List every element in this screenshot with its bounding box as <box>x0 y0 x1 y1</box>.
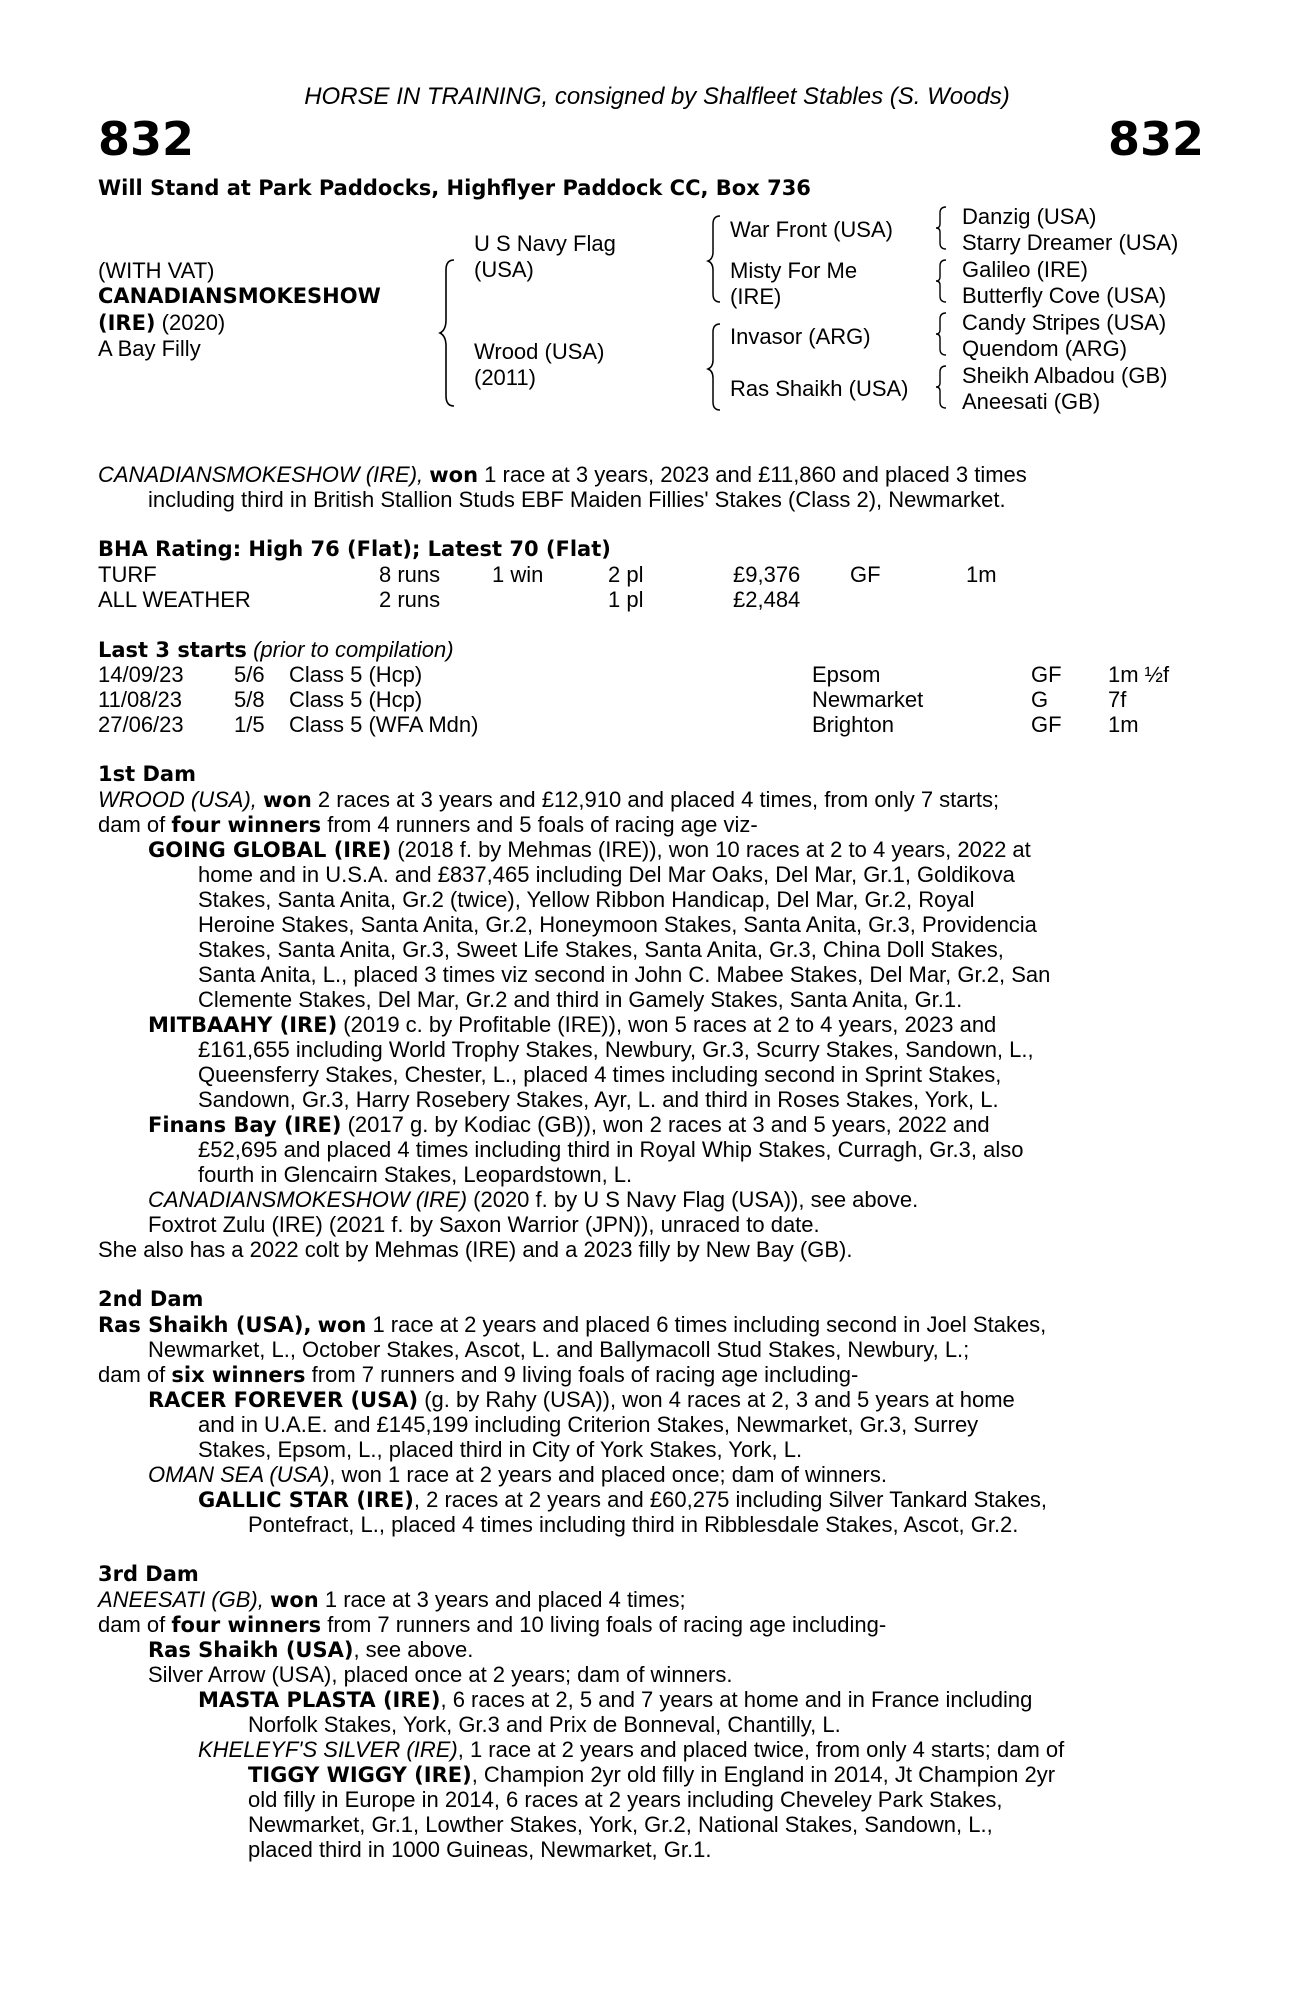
pedigree-bracket-main <box>440 258 460 408</box>
race-summary-line2: including third in British Stallion Studs EBF Maiden Fillies' Stakes (Class 2), Newmarket. <box>148 487 1006 512</box>
sire-sire: War Front (USA) <box>730 217 893 242</box>
vat-note: (WITH VAT) <box>98 258 215 283</box>
ss-sire: Danzig (USA) <box>962 204 1097 229</box>
ds-sire: Candy Stripes (USA) <box>962 310 1167 335</box>
race-summary-line1: CANADIANSMOKESHOW (IRE), won 1 race at 3 years, 2023 and £11,860 and placed 3 times <box>98 462 1027 487</box>
bha-rating: BHA Rating: High 76 (Flat); Latest 70 (Flat) <box>98 537 611 561</box>
dd-sire: Sheikh Albadou (GB) <box>962 363 1168 388</box>
sire-name: U S Navy Flag <box>474 231 616 256</box>
produce-also: She also has a 2022 colt by Mehmas (IRE) and a 2023 filly by New Bay (GB). <box>98 1237 853 1262</box>
horse-origin: (IRE) (2020) <box>98 310 226 335</box>
horse-name: CANADIANSMOKESHOW <box>98 284 381 308</box>
produce-canadiansmokeshow: CANADIANSMOKESHOW (IRE) (2020 f. by U S Navy Flag (USA)), see above. <box>148 1187 919 1212</box>
third-dam-heading: 3rd Dam <box>98 1562 199 1586</box>
produce-foxtrot-zulu: Foxtrot Zulu (IRE) (2021 f. by Saxon Warrior (JPN)), unraced to date. <box>148 1212 820 1237</box>
produce-ras-shaikh: Ras Shaikh (USA), see above. <box>148 1637 474 1662</box>
bracket-ss <box>936 205 950 251</box>
third-dam-intro: ANEESATI (GB), won 1 race at 3 years and placed 4 times; <box>98 1587 686 1612</box>
produce-silver-arrow: Silver Arrow (USA), placed once at 2 years; dam of winners. <box>148 1662 733 1687</box>
pedigree-bracket-sire <box>708 214 724 304</box>
dam-dam: Ras Shaikh (USA) <box>730 376 909 401</box>
first-dam-heading: 1st Dam <box>98 762 196 786</box>
second-dam-intro: Ras Shaikh (USA), won 1 race at 2 years and placed 6 times including second in Joel Stakes, <box>98 1312 1047 1337</box>
sire-dam-country: (IRE) <box>730 284 782 309</box>
ss-dam: Starry Dreamer (USA) <box>962 230 1179 255</box>
second-dam-intro-cont: Newmarket, L., October Stakes, Ascot, L. and Ballymacoll Stud Stakes, Newbury, L.; <box>148 1337 970 1362</box>
dam-name: Wrood (USA) <box>474 339 605 364</box>
second-dam-heading: 2nd Dam <box>98 1287 204 1311</box>
lot-number-right: 832 <box>1107 112 1204 166</box>
page-header: HORSE IN TRAINING, consigned by Shalfleet Stables (S. Woods) <box>304 83 1010 110</box>
bracket-ds <box>936 311 950 357</box>
ds-dam: Quendom (ARG) <box>962 336 1128 361</box>
first-dam-intro: WROOD (USA), won 2 races at 3 years and £12,910 and placed 4 times, from only 7 starts; <box>98 787 1000 812</box>
sire-dam-name: Misty For Me <box>730 258 858 283</box>
last-starts-heading: Last 3 starts (prior to compilation) <box>98 637 454 662</box>
dd-dam: Aneesati (GB) <box>962 389 1101 414</box>
sd-sire: Galileo (IRE) <box>962 257 1088 282</box>
sd-dam: Butterfly Cove (USA) <box>962 283 1167 308</box>
stand-location: Will Stand at Park Paddocks, Highflyer Paddock CC, Box 736 <box>98 176 811 200</box>
bracket-dd <box>936 364 950 410</box>
horse-sex: A Bay Filly <box>98 336 201 361</box>
lot-number-left: 832 <box>98 112 195 166</box>
dam-sire: Invasor (ARG) <box>730 324 871 349</box>
produce-oman-sea: OMAN SEA (USA), won 1 race at 2 years and placed once; dam of winners. <box>148 1462 887 1487</box>
sire-country: (USA) <box>474 257 534 282</box>
produce-kheleyfs-silver: KHELEYF'S SILVER (IRE), 1 race at 2 years and placed twice, from only 4 starts; dam of <box>198 1737 1065 1762</box>
third-dam-produce-summary: dam of four winners from 7 runners and 10 living foals of racing age including- <box>98 1612 887 1637</box>
first-dam-produce-summary: dam of four winners from 4 runners and 5 foals of racing age viz- <box>98 812 758 837</box>
dam-year: (2011) <box>474 365 536 390</box>
pedigree-bracket-dam <box>708 322 724 412</box>
bracket-sd <box>936 258 950 304</box>
second-dam-produce-summary: dam of six winners from 7 runners and 9 living foals of racing age including- <box>98 1362 859 1387</box>
